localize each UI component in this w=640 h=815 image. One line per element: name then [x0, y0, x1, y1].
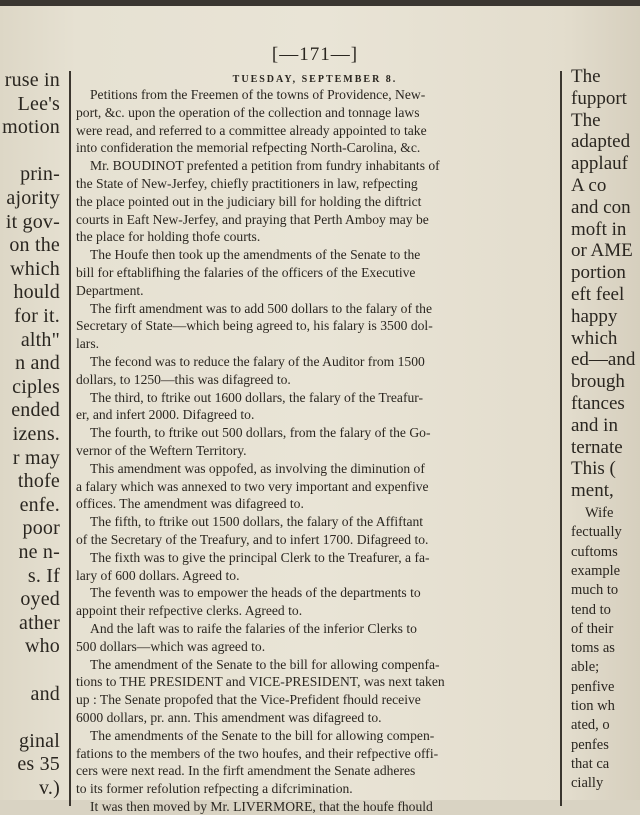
left-column-line: ruse in	[4, 69, 60, 91]
body-line: Secretary of State—which being agreed to, his falary is 3500 dol-	[76, 318, 433, 334]
right-column-line: or AME	[571, 240, 633, 262]
body-line: fations to the members of the two houfes, and their refpective offi-	[76, 745, 439, 761]
body-line: 500 dollars—which was agreed to.	[76, 638, 266, 654]
body-line: tions to THE PRESIDENT and VICE-PRESIDENT, was next taken	[76, 674, 445, 690]
body-line: courts in Eaft New-Jerfey, and praying that Perth Amboy may be	[76, 211, 429, 227]
body-line: er, and infert 2000. Difagreed to.	[76, 407, 255, 423]
right-column-line: that ca	[571, 755, 610, 772]
body-line: The third, to ftrike out 1600 dollars, the falary of the Treafur-	[90, 389, 424, 405]
right-column-line: of their	[571, 620, 614, 637]
body-line: offices. The amendment was difagreed to.	[76, 496, 304, 512]
newspaper-page	[0, 6, 640, 814]
page-number: [—171—]	[271, 44, 359, 65]
right-column-line: The	[571, 67, 601, 87]
left-column-line: ciples	[12, 375, 60, 398]
left-column-line: motion	[2, 116, 60, 139]
left-column-line: on the	[9, 234, 60, 257]
right-column-line: This (	[571, 458, 616, 480]
body-line: The amendments of the Senate to the bill for allowing compen-	[90, 727, 435, 743]
right-column-line: The	[571, 109, 601, 131]
body-line: The fixth was to give the principal Clerk to the Treafurer, a fa-	[90, 549, 430, 565]
body-line: And the laft was to raife the falaries of the inferior Clerks to	[90, 621, 417, 636]
left-column-line: which	[10, 257, 60, 280]
body-line: the State of New-Jerfey, chiefly practitioners in law, refpecting	[76, 176, 418, 191]
right-column-line: A co	[571, 175, 607, 196]
body-line: lars.	[76, 336, 100, 352]
left-column-line: es 35	[17, 753, 60, 776]
right-column-line: brough	[571, 371, 625, 393]
body-line: to its former refolution refpecting a difcrimination.	[76, 781, 353, 797]
right-column-line: and con	[571, 196, 631, 218]
left-column-line: ginal	[19, 729, 60, 752]
left-column-line: for it.	[14, 305, 60, 327]
right-column-line: ftances	[571, 393, 625, 414]
right-column-line: able;	[571, 659, 600, 676]
body-line: of the Secretary of the Treafury, and to infert 1700. Difagreed to.	[76, 532, 429, 547]
body-line: up : The Senate propofed that the Vice-Prefident fhould receive	[76, 692, 421, 708]
body-line: the place for holding thofe courts.	[76, 229, 261, 245]
right-column-line: eft feel	[571, 284, 625, 305]
left-column-line: ather	[19, 611, 60, 634]
body-line: This amendment was oppofed, as involving the diminution of	[90, 460, 425, 476]
right-column-line: which	[571, 327, 618, 349]
date-heading: TUESDAY, SEPTEMBER 8.	[232, 74, 398, 85]
body-line: the place pointed out in the judiciary bill for holding the diftrict	[76, 193, 422, 209]
left-column-line: ended	[11, 399, 60, 422]
body-line: Petitions from the Freemen of the towns of Providence, New-	[90, 87, 426, 102]
body-line: The fifth, to ftrike out 1500 dollars, the falary of the Affiftant	[90, 514, 424, 530]
body-line: The fourth, to ftrike out 500 dollars, from the falary of the Go-	[90, 425, 431, 441]
right-column-line: portion	[571, 262, 626, 284]
right-column-line: moft in	[571, 218, 627, 240]
left-column-line: v.)	[39, 777, 60, 799]
right-column-line: penfive	[571, 678, 615, 695]
left-column-line: who	[24, 635, 60, 658]
body-line: a falary which was annexed to two very important and expenfive	[76, 478, 429, 494]
body-line: were read, and referred to a committee already appointed to take	[76, 122, 427, 138]
right-column-line: much to	[571, 582, 619, 599]
right-column-line: fupport	[571, 87, 627, 109]
left-column-line: oyed	[20, 588, 60, 611]
right-column-rule	[560, 71, 562, 806]
left-column-line: s. If	[27, 564, 60, 587]
right-column-line: ated, o	[571, 717, 610, 734]
left-column-line: ne n-	[18, 541, 60, 563]
left-column-rule	[69, 71, 71, 806]
left-column-line: hould	[13, 281, 60, 304]
right-column-line: cuftoms	[571, 543, 618, 560]
body-line: vernor of the Weftern Territory.	[76, 443, 247, 458]
body-line: appoint their refpective clerks. Agreed to.	[76, 603, 303, 619]
right-column-line: ed—and	[571, 349, 636, 371]
right-column-line: ment,	[571, 480, 614, 502]
right-column-line: cially	[571, 775, 604, 792]
body-line: Mr. BOUDINOT prefented a petition from fundry inhabitants of	[90, 158, 440, 174]
left-column-line: thofe	[17, 470, 60, 493]
right-column-fragment	[571, 67, 640, 806]
right-column-line: applauf	[571, 153, 628, 175]
right-column-line: and in	[571, 414, 618, 436]
left-column-line: prin-	[20, 163, 60, 186]
body-line: dollars, to 1250—this was difagreed to.	[76, 371, 291, 387]
left-column-line: ajority	[6, 187, 60, 209]
body-line: It was then moved by Mr. LIVERMORE, that the houfe fhould	[90, 799, 433, 814]
left-column-line: poor	[22, 517, 60, 540]
left-column-line: r may	[12, 446, 60, 469]
body-line: lary of 600 dollars. Agreed to.	[76, 567, 240, 583]
body-line: The Houfe then took up the amendments of the Senate to the	[90, 247, 421, 263]
body-line: Department.	[76, 282, 144, 298]
left-column-line: Lee's	[17, 92, 60, 115]
left-column-line: n and	[15, 352, 60, 375]
right-column-line: toms as	[571, 640, 615, 657]
left-column-line: and	[30, 682, 60, 705]
right-column-line: tion wh	[571, 698, 615, 714]
right-column-line: example	[571, 562, 621, 579]
body-line: The amendment of the Senate to the bill for allowing compenfa-	[90, 656, 440, 672]
body-line: The feventh was to empower the heads of the departments to	[90, 585, 421, 601]
right-column-line: Wife	[585, 505, 614, 521]
left-column-line: enfe.	[19, 493, 60, 516]
right-column-line: happy	[571, 305, 618, 327]
body-line: port, &c. upon the operation of the collection and tonnage laws	[76, 104, 420, 120]
right-column-line: adapted	[571, 131, 631, 153]
left-column-line: izens.	[12, 423, 60, 445]
right-column-line: fectually	[571, 524, 622, 541]
body-line: 6000 dollars, pr. ann. This amendment was difagreed to.	[76, 710, 382, 725]
body-line: The firft amendment was to add 500 dollars to the falary of the	[90, 300, 433, 316]
body-line: The fecond was to reduce the falary of the Auditor from 1500	[90, 354, 425, 369]
body-line: cers were next read. In the firft amendment the Senate adheres	[76, 763, 416, 779]
right-column-line: ternate	[571, 436, 623, 458]
right-column-line: tend to	[571, 601, 611, 618]
left-column-line: it gov-	[5, 210, 60, 233]
body-line: into confideration the memorial refpecting North-Carolina, &c.	[76, 140, 421, 156]
left-column-line: alth"	[20, 328, 60, 351]
right-column-line: penfes	[571, 736, 609, 753]
body-line: bill for eftablifhing the falaries of the officers of the Executive	[76, 265, 416, 280]
